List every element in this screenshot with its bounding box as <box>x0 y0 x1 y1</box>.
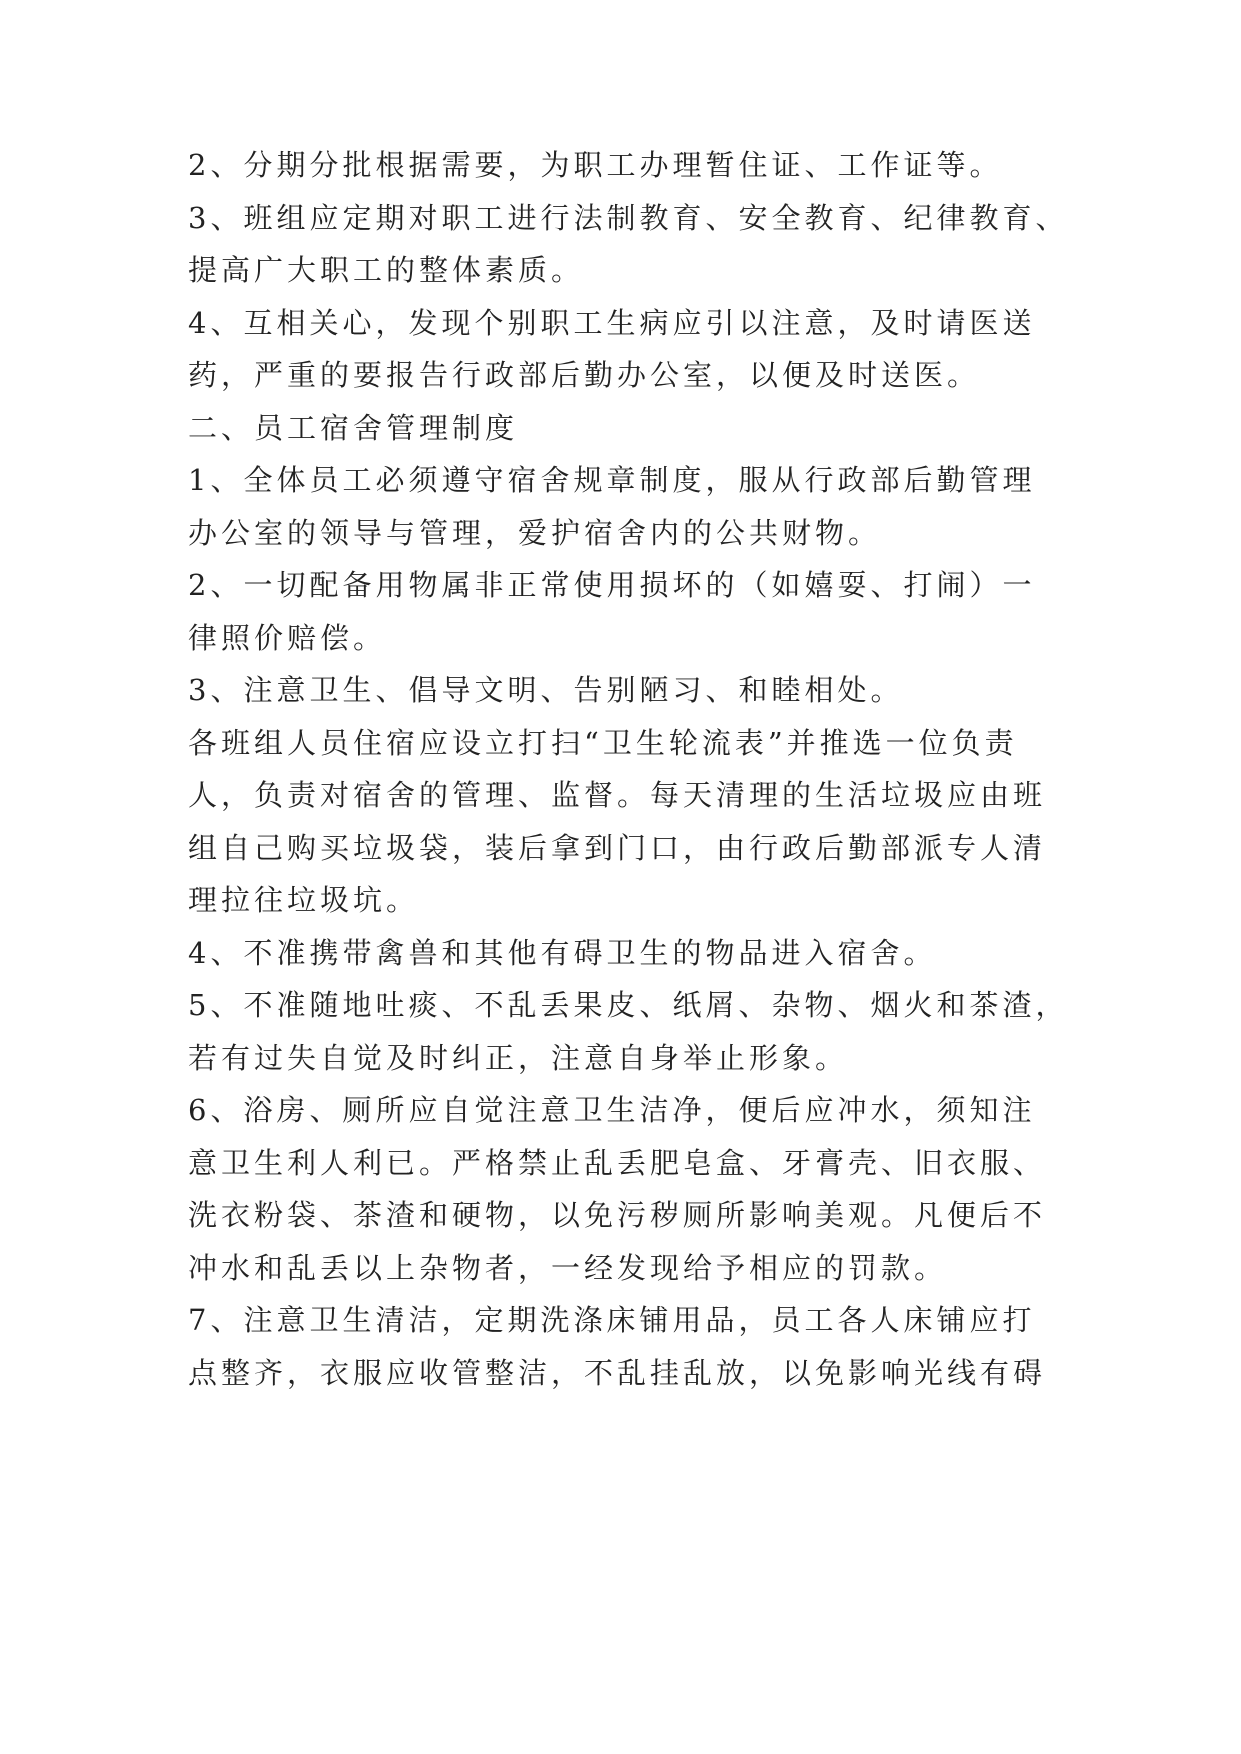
list-item <box>188 664 1121 717</box>
text-line: 3、班组应定期对职工进行法制教育、安全教育、纪律教育、 <box>188 200 1069 235</box>
text-line: 3、注意卫生、倡导文明、告别陋习、和睦相处。 <box>188 673 904 707</box>
text-line: 7、注意卫生清洁，定期洗涤床铺用品，员工各人床铺应打 <box>188 1303 1036 1337</box>
text-line: 2、一切配备用物属非正常使用损坏的（如嬉耍、打闹）一 <box>188 568 1036 602</box>
list-item <box>188 927 1121 980</box>
text-line: 2、分期分批根据需要，为职工办理暂住证、工作证等。 <box>188 148 1003 182</box>
text-line: 1、全体员工必须遵守宿舍规章制度，服从行政部后勤管理 <box>188 463 1036 497</box>
section-heading: 二、员工宿舍管理制度 <box>188 410 519 445</box>
list-item <box>188 454 1121 559</box>
text-line: 4、不准携带禽兽和其他有碍卫生的物品进入宿舍。 <box>188 935 937 970</box>
text-line: 律照价赔偿。 <box>188 620 387 655</box>
list-item <box>188 139 1121 192</box>
text-line: 组自己购买垃圾袋，装后拿到门口，由行政后勤部派专人清 <box>188 830 1047 865</box>
text-line: 洗衣粉袋、茶渣和硬物，以免污秽厕所影响美观。凡便后不 <box>188 1198 1047 1232</box>
list-item <box>188 192 1121 297</box>
paragraph <box>188 717 1121 927</box>
text-line: 提高广大职工的整体素质。 <box>188 253 585 287</box>
text-line: 意卫生利人利已。严格禁止乱丢肥皂盒、牙膏壳、旧衣服、 <box>188 1145 1047 1180</box>
text-line: 理拉往垃圾坑。 <box>188 883 420 917</box>
text-line: 药，严重的要报告行政部后勤办公室，以便及时送医。 <box>188 358 981 392</box>
list-item <box>188 1084 1121 1294</box>
text-line: 冲水和乱丢以上杂物者，一经发现给予相应的罚款。 <box>188 1250 948 1285</box>
text-line: 若有过失自觉及时纠正，注意自身举止形象。 <box>188 1040 849 1075</box>
text-line: 各班组人员住宿应设立打扫“卫生轮流表”并推选一位负责 <box>188 725 1018 760</box>
text-line: 6、浴房、厕所应自觉注意卫生洁净，便后应冲水，须知注 <box>188 1093 1036 1127</box>
text-line: 办公室的领导与管理，爱护宿舍内的公共财物。 <box>188 515 882 550</box>
list-item <box>188 979 1121 1084</box>
text-line: 5、不准随地吐痰、不乱丢果皮、纸屑、杂物、烟火和茶渣， <box>188 988 1069 1022</box>
text-line: 4、互相关心，发现个别职工生病应引以注意，及时请医送 <box>188 305 1036 340</box>
section-heading-block <box>188 402 1121 455</box>
text-line: 点整齐，衣服应收管整洁，不乱挂乱放，以免影响光线有碍 <box>188 1355 1047 1390</box>
text-line: 人，负责对宿舍的管理、监督。每天清理的生活垃圾应由班 <box>188 778 1047 812</box>
list-item <box>188 297 1121 402</box>
list-item <box>188 559 1121 664</box>
list-item <box>188 1294 1121 1399</box>
